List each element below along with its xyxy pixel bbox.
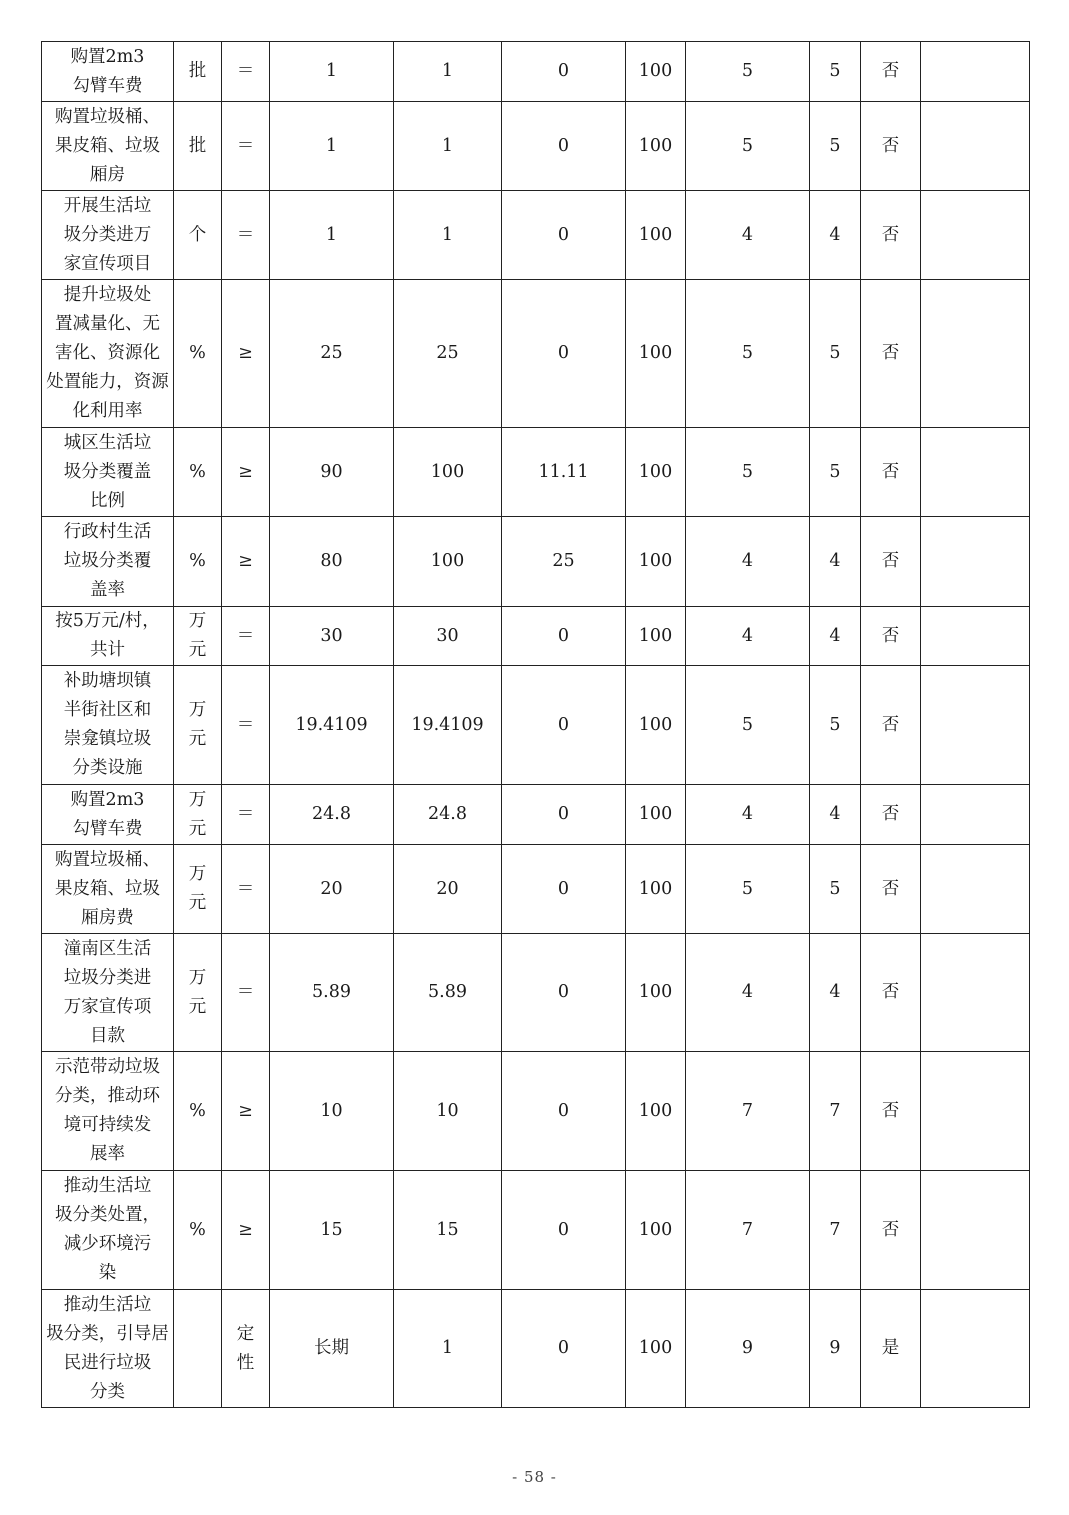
unit-cell: 万 元 [174, 785, 222, 845]
operator-cell: ≥ [222, 1171, 270, 1290]
flag-cell: 否 [861, 934, 921, 1052]
flag-cell: 否 [861, 517, 921, 607]
score-cell: 5 [810, 845, 861, 934]
flag-cell: 否 [861, 666, 921, 785]
actual-value-cell: 100 [394, 517, 502, 607]
weight-cell: 7 [686, 1171, 810, 1290]
weight-cell: 5 [686, 428, 810, 517]
weight-cell: 7 [686, 1052, 810, 1171]
weight-cell: 4 [686, 785, 810, 845]
score-cell: 5 [810, 42, 861, 102]
score-rate-cell: 100 [626, 517, 686, 607]
flag-cell: 否 [861, 1052, 921, 1171]
remark-cell [921, 517, 1030, 607]
score-rate-cell: 100 [626, 1171, 686, 1290]
deviation-cell: 0 [502, 934, 626, 1052]
score-cell: 4 [810, 517, 861, 607]
score-rate-cell: 100 [626, 666, 686, 785]
table-row [42, 934, 1030, 1052]
deviation-cell: 0 [502, 1171, 626, 1290]
actual-value-cell: 1 [394, 42, 502, 102]
deviation-cell: 0 [502, 102, 626, 191]
score-cell: 4 [810, 785, 861, 845]
indicator-name-cell: 推动生活垃 圾分类，引导居 民进行垃圾 分类 [42, 1290, 174, 1408]
remark-cell [921, 1290, 1030, 1408]
table-row [42, 1171, 1030, 1290]
table-row [42, 428, 1030, 517]
weight-cell: 9 [686, 1290, 810, 1408]
unit-cell: % [174, 1171, 222, 1290]
target-value-cell: 1 [270, 42, 394, 102]
actual-value-cell: 20 [394, 845, 502, 934]
operator-cell: ＝ [222, 785, 270, 845]
table-row [42, 607, 1030, 666]
operator-cell: ＝ [222, 934, 270, 1052]
unit-cell: 万 元 [174, 934, 222, 1052]
score-rate-cell: 100 [626, 102, 686, 191]
page-number: - 58 - [512, 1468, 557, 1486]
unit-cell: 批 [174, 42, 222, 102]
deviation-cell: 0 [502, 42, 626, 102]
unit-cell: % [174, 428, 222, 517]
operator-cell: ≥ [222, 1052, 270, 1171]
flag-cell: 是 [861, 1290, 921, 1408]
score-rate-cell: 100 [626, 845, 686, 934]
operator-cell: ≥ [222, 280, 270, 428]
flag-cell: 否 [861, 428, 921, 517]
unit-cell: % [174, 1052, 222, 1171]
table-row [42, 280, 1030, 428]
table-body [42, 42, 1030, 1408]
actual-value-cell: 10 [394, 1052, 502, 1171]
weight-cell: 4 [686, 607, 810, 666]
indicator-name-cell: 购置2m3 勾臂车费 [42, 42, 174, 102]
target-value-cell: 30 [270, 607, 394, 666]
indicator-name-cell: 示范带动垃圾 分类，推动环 境可持续发 展率 [42, 1052, 174, 1171]
score-rate-cell: 100 [626, 191, 686, 280]
score-rate-cell: 100 [626, 428, 686, 517]
score-cell: 9 [810, 1290, 861, 1408]
flag-cell: 否 [861, 42, 921, 102]
target-value-cell: 24.8 [270, 785, 394, 845]
indicator-name-cell: 补助塘坝镇 半街社区和 崇龛镇垃圾 分类设施 [42, 666, 174, 785]
score-cell: 5 [810, 428, 861, 517]
table-row [42, 1052, 1030, 1171]
remark-cell [921, 102, 1030, 191]
table-row [42, 42, 1030, 102]
operator-cell: ＝ [222, 607, 270, 666]
weight-cell: 5 [686, 42, 810, 102]
target-value-cell: 10 [270, 1052, 394, 1171]
score-rate-cell: 100 [626, 42, 686, 102]
operator-cell: ≥ [222, 517, 270, 607]
indicator-name-cell: 购置2m3 勾臂车费 [42, 785, 174, 845]
operator-cell: ＝ [222, 42, 270, 102]
flag-cell: 否 [861, 191, 921, 280]
score-cell: 5 [810, 280, 861, 428]
actual-value-cell: 30 [394, 607, 502, 666]
target-value-cell: 1 [270, 102, 394, 191]
weight-cell: 4 [686, 934, 810, 1052]
flag-cell: 否 [861, 845, 921, 934]
deviation-cell: 0 [502, 1052, 626, 1171]
table-row [42, 517, 1030, 607]
flag-cell: 否 [861, 785, 921, 845]
unit-cell: 万 元 [174, 607, 222, 666]
remark-cell [921, 845, 1030, 934]
operator-cell: ＝ [222, 845, 270, 934]
weight-cell: 5 [686, 666, 810, 785]
actual-value-cell: 15 [394, 1171, 502, 1290]
remark-cell [921, 191, 1030, 280]
flag-cell: 否 [861, 1171, 921, 1290]
indicator-name-cell: 提升垃圾处 置减量化、无 害化、资源化 处置能力，资源 化利用率 [42, 280, 174, 428]
indicator-name-cell: 按5万元/村， 共计 [42, 607, 174, 666]
table-row [42, 845, 1030, 934]
remark-cell [921, 666, 1030, 785]
indicator-name-cell: 潼南区生活 垃圾分类进 万家宣传项 目款 [42, 934, 174, 1052]
unit-cell: % [174, 280, 222, 428]
deviation-cell: 0 [502, 785, 626, 845]
deviation-cell: 0 [502, 1290, 626, 1408]
actual-value-cell: 100 [394, 428, 502, 517]
table-row [42, 1290, 1030, 1408]
score-cell: 4 [810, 934, 861, 1052]
actual-value-cell: 1 [394, 1290, 502, 1408]
deviation-cell: 0 [502, 666, 626, 785]
weight-cell: 4 [686, 191, 810, 280]
remark-cell [921, 1171, 1030, 1290]
score-cell: 5 [810, 102, 861, 191]
deviation-cell: 0 [502, 280, 626, 428]
target-value-cell: 长期 [270, 1290, 394, 1408]
deviation-cell: 0 [502, 607, 626, 666]
deviation-cell: 11.11 [502, 428, 626, 517]
indicator-name-cell: 行政村生活 垃圾分类覆 盖率 [42, 517, 174, 607]
target-value-cell: 15 [270, 1171, 394, 1290]
score-cell: 5 [810, 666, 861, 785]
actual-value-cell: 1 [394, 191, 502, 280]
unit-cell: 万 元 [174, 666, 222, 785]
remark-cell [921, 934, 1030, 1052]
indicator-name-cell: 推动生活垃 圾分类处置， 减少环境污 染 [42, 1171, 174, 1290]
score-rate-cell: 100 [626, 280, 686, 428]
remark-cell [921, 280, 1030, 428]
indicator-name-cell: 城区生活垃 圾分类覆盖 比例 [42, 428, 174, 517]
operator-cell: ＝ [222, 102, 270, 191]
operator-cell: ＝ [222, 666, 270, 785]
target-value-cell: 20 [270, 845, 394, 934]
weight-cell: 4 [686, 517, 810, 607]
remark-cell [921, 428, 1030, 517]
deviation-cell: 25 [502, 517, 626, 607]
score-cell: 4 [810, 607, 861, 666]
target-value-cell: 25 [270, 280, 394, 428]
score-cell: 4 [810, 191, 861, 280]
indicator-name-cell: 购置垃圾桶、 果皮箱、垃圾 厢房费 [42, 845, 174, 934]
score-rate-cell: 100 [626, 934, 686, 1052]
remark-cell [921, 785, 1030, 845]
score-cell: 7 [810, 1052, 861, 1171]
deviation-cell: 0 [502, 845, 626, 934]
actual-value-cell: 5.89 [394, 934, 502, 1052]
operator-cell: ≥ [222, 428, 270, 517]
operator-cell: 定 性 [222, 1290, 270, 1408]
table-row [42, 666, 1030, 785]
target-value-cell: 80 [270, 517, 394, 607]
target-value-cell: 19.4109 [270, 666, 394, 785]
unit-cell: 批 [174, 102, 222, 191]
remark-cell [921, 42, 1030, 102]
unit-cell: 个 [174, 191, 222, 280]
score-rate-cell: 100 [626, 785, 686, 845]
score-rate-cell: 100 [626, 1052, 686, 1171]
unit-cell: % [174, 517, 222, 607]
weight-cell: 5 [686, 102, 810, 191]
unit-cell [174, 1290, 222, 1408]
flag-cell: 否 [861, 607, 921, 666]
table-row [42, 102, 1030, 191]
target-value-cell: 1 [270, 191, 394, 280]
remark-cell [921, 607, 1030, 666]
indicator-name-cell: 开展生活垃 圾分类进万 家宣传项目 [42, 191, 174, 280]
table-row [42, 191, 1030, 280]
deviation-cell: 0 [502, 191, 626, 280]
operator-cell: ＝ [222, 191, 270, 280]
weight-cell: 5 [686, 845, 810, 934]
table-row [42, 785, 1030, 845]
actual-value-cell: 25 [394, 280, 502, 428]
actual-value-cell: 19.4109 [394, 666, 502, 785]
weight-cell: 5 [686, 280, 810, 428]
score-cell: 7 [810, 1171, 861, 1290]
remark-cell [921, 1052, 1030, 1171]
actual-value-cell: 24.8 [394, 785, 502, 845]
performance-table [41, 41, 1030, 1408]
unit-cell: 万 元 [174, 845, 222, 934]
flag-cell: 否 [861, 280, 921, 428]
score-rate-cell: 100 [626, 607, 686, 666]
target-value-cell: 5.89 [270, 934, 394, 1052]
flag-cell: 否 [861, 102, 921, 191]
actual-value-cell: 1 [394, 102, 502, 191]
indicator-name-cell: 购置垃圾桶、 果皮箱、垃圾 厢房 [42, 102, 174, 191]
score-rate-cell: 100 [626, 1290, 686, 1408]
target-value-cell: 90 [270, 428, 394, 517]
